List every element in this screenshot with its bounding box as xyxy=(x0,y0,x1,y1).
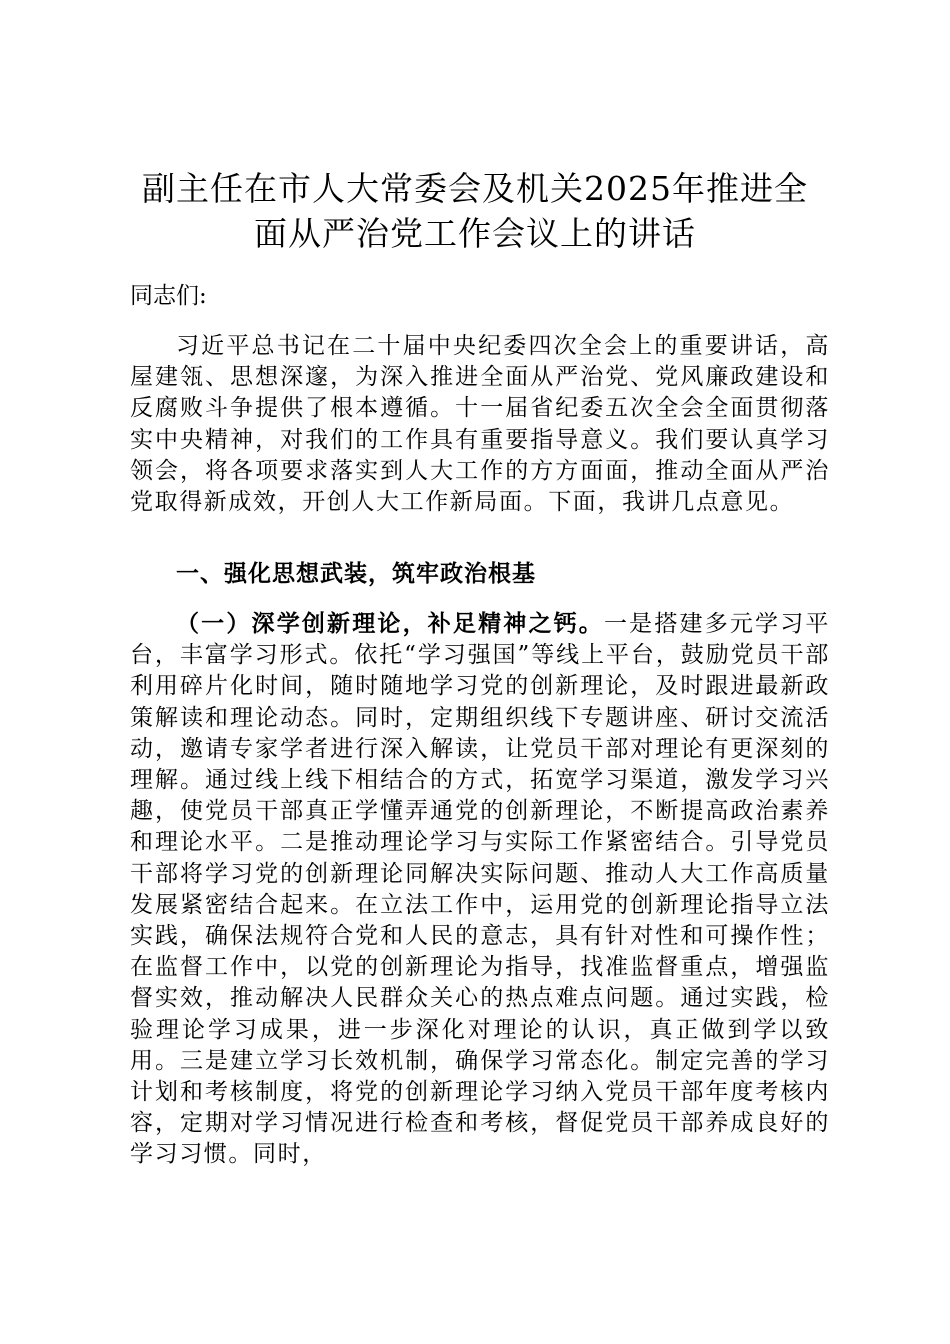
salutation: 同志们: xyxy=(130,283,207,309)
intro-paragraph: 习近平总书记在二十届中央纪委四次全会上的重要讲话，高屋建瓴、思想深邃，为深入推进全面从严治党、党风廉政建设和反腐败斗争提供了根本遵循。十一届省纪委五次全会全面贯彻落实中央精神，对我们的工作具有重要指导意义。我们要认真学习领会，将各项要求落实到人大工作的方方面面，推动全面从严治党取得新成效，开创人大工作新局面。下面，我讲几点意见。 xyxy=(130,333,830,516)
section-heading-1: 一、强化思想武装，筑牢政治根基 xyxy=(176,560,536,587)
title-line-1: 副主任在市人大常委会及机关2025年推进全 xyxy=(142,169,808,208)
subsection-paragraph-1 xyxy=(130,608,830,1171)
document-title xyxy=(120,166,830,256)
title-line-2: 面从严治党工作会议上的讲话 xyxy=(254,214,696,253)
subsection-body-1: 一是搭建多元学习平台，丰富学习形式。依托“学习强国”等线上平台，鼓励党员干部利用碎片化时间，随时随地学习党的创新理论，及时跟进最新政策解读和理论动态。同时，定期组织线下专题讲座、研讨交流活动，邀请专家学者进行深入解读，让党员干部对理论有更深刻的理解。通过线上线下相结合的方式，拓宽学习渠道，激发学习兴趣，使党员干部真正学懂弄通党的创新理论，不断提高政治素养和理论水平。二是推动理论学习与实际工作紧密结合。引导党员干部将学习党的创新理论同解决实际问题、推动人大工作高质量发展紧密结合起来。在立法工作中，运用党的创新理论指导立法实践，确保法规符合党和人民的意志，具有针对性和可操作性；在监督工作中，以党的创新理论为指导，找准监督重点，增强监督实效，推动解决人民群众关心的热点难点问题。通过实践，检验理论学习成果，进一步深化对理论的认识，真正做到学以致用。三是建立学习长效机制，确保学习常态化。制定完善的学习计划和考核制度，将党的创新理论学习纳入党员干部年度考核内容，定期对学习情况进行检查和考核，督促党员干部养成良好的学习习惯。同时， xyxy=(130,611,831,1168)
subsection-lead-1: （一）深学创新理论，补足精神之钙。 xyxy=(176,610,604,637)
